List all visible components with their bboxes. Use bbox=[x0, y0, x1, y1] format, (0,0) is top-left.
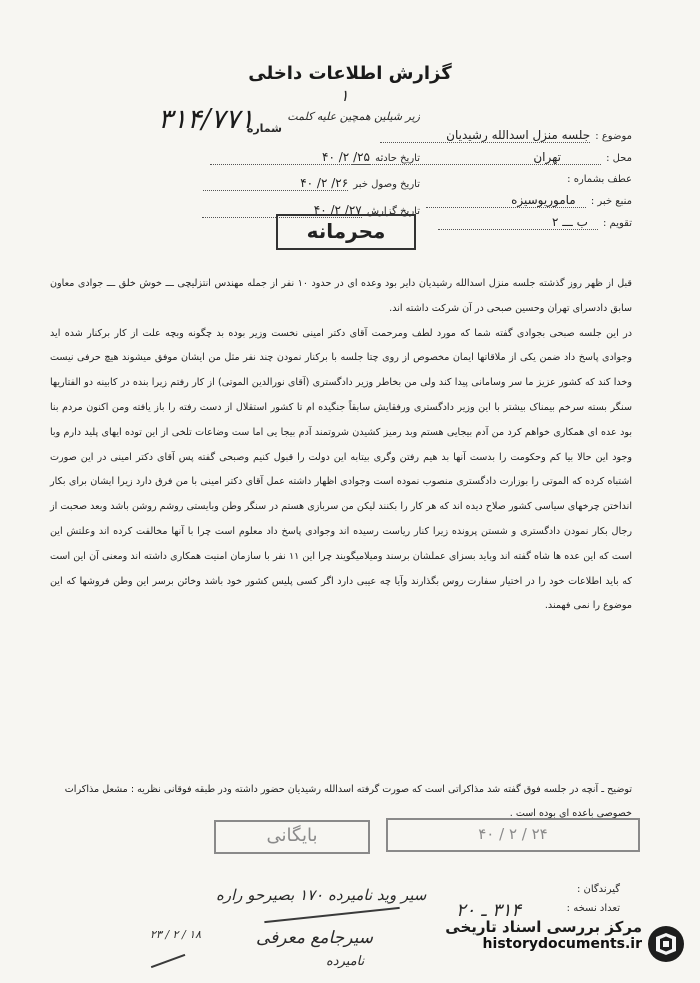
field-subject-value: جلسه منزل اسدالله رشیدیان bbox=[380, 128, 590, 143]
date-incident-label: تاریخ حادثه bbox=[375, 153, 420, 164]
field-subject-label: موضوع : bbox=[595, 131, 632, 142]
signature: سیرجامع معرفی bbox=[256, 928, 373, 948]
date-incident bbox=[160, 146, 420, 165]
copies-value: ۳۱۴ ـ ۲۰ bbox=[456, 900, 522, 921]
recipients-label: گیرندگان : bbox=[576, 884, 620, 895]
date-report-label: تاریخ گزارش bbox=[366, 206, 420, 217]
date-incident-value: ۲۵/ ۲/ ۴۰ bbox=[210, 150, 370, 165]
field-source-label: منبع خبر : bbox=[590, 196, 632, 207]
document-number: ۳۱۴/۷۷۱ bbox=[158, 104, 255, 135]
handwriting-stroke bbox=[264, 907, 399, 923]
date-report-value: ۲۷/ ۲/ ۴۰ bbox=[202, 203, 362, 218]
document-title: گزارش اطلاعات داخلی bbox=[248, 63, 452, 84]
watermark-url: historydocuments.ir bbox=[482, 936, 642, 952]
field-calendar-label: تقویم : bbox=[603, 218, 632, 229]
date-received-value: ۲۶/ ۲/ ۴۰ bbox=[203, 176, 348, 191]
date-received-label: تاریخ وصول خبر bbox=[353, 179, 420, 190]
handwriting-stroke bbox=[151, 954, 185, 968]
watermark bbox=[428, 918, 690, 976]
top-mark: ۱ bbox=[340, 86, 349, 105]
watermark-title: مرکز بررسی اسناد تاریخی bbox=[445, 918, 642, 936]
handwritten-note: سیر وید نامیرده ۱۷۰ بصیرحو راره bbox=[216, 886, 427, 904]
field-calendar-value: ب ـــ ۲ bbox=[438, 215, 598, 230]
date-stamp: ۲۴ / ۲ / ۴۰ bbox=[386, 818, 640, 852]
field-place-value: تهران bbox=[351, 150, 601, 165]
archive-stamp: بایگانی bbox=[214, 820, 370, 854]
copies-count-label: تعداد نسخه : bbox=[566, 903, 620, 914]
handwritten-heading: زیر شیلین همچین علیه کلمت bbox=[287, 110, 420, 123]
report-body bbox=[50, 272, 632, 619]
bottom-left-note: ۱۸ / ۲ / ۲۳ bbox=[150, 928, 201, 941]
field-source-value: ماموریوسیزه bbox=[426, 193, 586, 208]
date-received bbox=[160, 172, 420, 191]
field-reference-label: عطف بشماره : bbox=[567, 174, 632, 185]
field-subject bbox=[332, 124, 632, 143]
signature-initials: نامیرده bbox=[326, 954, 365, 969]
field-place-label: محل : bbox=[606, 153, 632, 164]
number-label: شماره bbox=[246, 122, 282, 135]
report-paragraph: در این جلسه صبحی بجوادی گفته شما که مورد لطف ومرحمت آقای دکتر امینی نخست وزیر بوده بد چگونه وبچه علت از کار برکنار شده اید وجوادی پاسخ داد ضمن یکی از ملاقاتها ایمان مخصوص از روی چتا جلسه با برکنار نمودن چند نفر مثل من ایشان موفق میشوند هیچ حرفی نیست وخدا کند که کشور عزیز ما سر وسامانی پیدا کند ولی من بخاطر وزیر دادگستری (آقای نورالدین الموتی) از کار رفتم زیرا بنده در کابینه دو الفتاریها سنگر بسته سرخم بیمناک بیشتر با این وزیر دادگستری ورفقایش سابقاً جنگیده ام تا کشور استقلال از دست رفته را باز یافته ومن اکنون مردم بنا بود عده ای همکاری خواهم کرد من آدم بیجایی هستم وبد رمیز کشیدن شروتمند آدم بیجا یی اما ست وضاعات تلخی از این توده ایهای پلید دارم وبا وجود این حالا بیا کم وحکومت را بدست آنها بد هیم رفتن وگری بیتابه این دولت را قبول کنیم وصبحی گفته پس آقای دکتر امینی در این صورت اشتباه کرده که الموتی را بوزارت دادگستری منصوب نموده است وجوادی اظهار داشته عمل آقای دکتر امینی با من فرق دارد زیرا ایشان برای بکار انداختن چرخهای سیاسی کشور صلاح دیده اند که هر کار را بکنند لیکن من سربازی هستم در سنگر وطن وبایستی روشم روشن باشد وبعد صحبت از رجال بکار نمودن دادگستری و شستن پرونده زیرا کنار ریاست رسیده اند وجوادی پاسخ داد معلوم است چرا با آنها مخالفت کرده اند وعلتش این است که این عده ها شاه گفته اند وباید بسزای عملشان برسند ومیلامیگویند چرا این ۱۱ نفر با سازمان امنیت همکاری داشته اند ومعنی آن این است که باید اطلاعات خود را در اختیار سفارت روس بگذارند وآیا چه عیبی دارد اگر کسی پلیس کشور خود باشد وخائن برسر این وطن فروشها که این موضوع را نمی فهمند. bbox=[50, 327, 632, 612]
confidential-stamp: محرمانه bbox=[276, 214, 416, 250]
report-footnote: توضیح ـ آنچه در جلسه فوق گفته شد مذاکراتی است که صورت گرفته اسدالله رشیدیان حضور داشته ودر طبقه فوقانی نظریه : مشعل مذاکرات خصوصی باعده ای بوده است . bbox=[64, 784, 632, 819]
report-paragraph: قبل از ظهر روز گذشته جلسه منزل اسدالله رشیدیان دایر بود وعده ای در حدود ۱۰ نفر از جمله مهندس انتزلیچی ـــ خوش خلق ـــ جوادی معاون سابق دادسرای تهران وحسین صبحی در آن شرکت داشته اند. bbox=[50, 278, 632, 314]
archive-logo-icon bbox=[646, 924, 686, 964]
